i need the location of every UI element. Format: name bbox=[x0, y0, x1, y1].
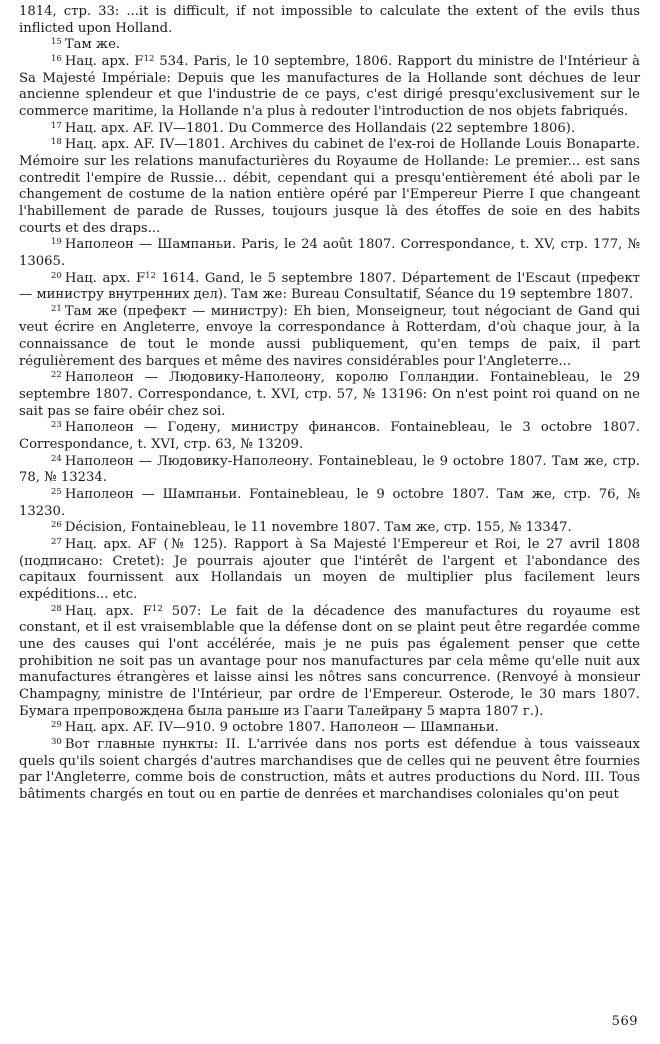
footnote-18: $^{18}$ Нац. арх. AF. IV—1801. Archives du cabinet de l'ex-roi de Hollande Louis Bonaparte. Mémoire sur les relations manufacturières du Royaume de Hollande: Le premier... est sans contredit l'empire de Russie... débit, cependant qui a presqu'entièrement été aboli par le changement de costume de la nation entière opéré par l'Empereur Pierre I que changeant l'habillement de parade de Russes, toujours jusque là des étoffes de soie en des habits courts et des draps... bbox=[19, 137, 640, 236]
footnote-number: 25 bbox=[51, 487, 62, 498]
footnote-25: $^{25}$ Наполеон — Шампаньи. Fontainebleau, le 9 octobre 1807. Там же, стр. 76, № 13230. bbox=[19, 487, 640, 519]
footnote-22: $^{22}$ Наполеон — Людовику-Наполеону, королю Голландии. Fontainebleau, le 29 septembre 1807. Correspondance, t. XVI, стр. 57, № 13196: On n'est point roi quand on ne sait pas se faire obéir chez soi. bbox=[19, 370, 640, 419]
footnote-number: 27 bbox=[51, 537, 62, 547]
footnote-17: $^{17}$ Нац. арх. AF. IV—1801. Du Commerce des Hollandais (22 septembre 1806). bbox=[51, 120, 576, 136]
footnote-29: $^{29}$ Нац. арх. AF. IV—910. 9 octobre 1807. Наполеон — Шампаньи. bbox=[51, 720, 499, 736]
footnote-15: $^{15}$ Там же. bbox=[51, 37, 121, 53]
footnote-21: $^{21}$ Там же (префект — министру): Eh bien, Monseigneur, tout négociant de Gand qui veut écrire en Angleterre, envoye la correspondance à Rotterdam, d'où chaque jour, à la connaissance de tout le monde aussi publiquement, qu'en temps de paix, il part régulièrement des barques et même des navires considérables pour l'Angleterre... bbox=[19, 303, 640, 369]
footnote-number: 30 bbox=[51, 736, 62, 747]
footnote-24: $^{24}$ Наполеон — Людовику-Наполеону. Fontainebleau, le 9 octobre 1807. Там же, стр. 78, № 13234. bbox=[19, 453, 640, 486]
footnote-19: $^{19}$ Наполеон — Шампаньи. Paris, le 24 août 1807. Correspondance, t. XV, стр. 177, № 13065. bbox=[19, 237, 640, 269]
footnote-number: 20 bbox=[51, 270, 62, 281]
footnote-28: $^{28}$ Нац. арх. $F^{12}$ 507: Le fait de la décadence des manufactures du royaume est constant, et il est vraisemblable que la défense dont on se plaint peut être regardée comme une des causes qui l'ont accélérée, mais je ne puis pas également penser que cette prohibition ne soit pas un avantage pour nos manufactures par cela même qu'elle nuit aux manufactures étrangères et laisse ainsi les nôtres sans concurrence. (Renvoyé à monsieur Champagny, ministre de l'Intérieur, par ordre de l'Empereur. Osterode, le 30 mars 1807. Бумага препровождена была раньше из Гааги Талейрану 5 марта 1807 г.). bbox=[19, 603, 640, 719]
footnotes bbox=[19, 4, 640, 804]
footnote-number: 26 bbox=[51, 520, 62, 531]
footnote-number: 21 bbox=[51, 303, 62, 314]
footnote-number: 15 bbox=[51, 37, 62, 48]
footnote-number: 22 bbox=[51, 370, 62, 381]
footnote-16: $^{16}$ Нац. арх. $F^{12}$ 534. Paris, le 10 septembre, 1806. Rapport du ministre de l'Intérieur à Sa Majesté Impériale: Depuis que les manufactures de la Hollande sont déchues de leur ancienne splendeur et que l'industrie de ce pays, c'est dirigé presqu'exclusivement sur le commerce maritime, la Hollande n'a plus à redouter l'introduction de nos objets fabriqués. bbox=[19, 53, 640, 119]
footnote-30: $^{30}$ Вот главные пункты: II. L'arrivée dans nos ports est défendue à tous vaisseaux quels qu'ils soient chargés d'autres marchandises que de celles qui ne peuvent être fournies par l'Angleterre, comme bois de construction, mâts et autres productions du Nord. III. Tous bâtiments chargés en tout ou en partie de denrées et marchandises coloniales qu'on peut bbox=[19, 736, 640, 802]
footnote-number: 29 bbox=[51, 720, 62, 731]
footnote-number: 23 bbox=[51, 420, 62, 431]
footnote-continuation: 1814, стр. 33: ...it is difficult, if not impossible to calculate the extent of the evils thus inflicted upon Holland. bbox=[19, 4, 640, 36]
footnote-number: 24 bbox=[51, 453, 62, 464]
footnote-number: 18 bbox=[51, 137, 62, 148]
footnote-number: 28 bbox=[51, 603, 62, 614]
footnote-26: $^{26}$ Décision, Fontainebleau, le 11 novembre 1807. Там же, стр. 155, № 13347. bbox=[51, 520, 572, 536]
footnote-number: 19 bbox=[51, 237, 62, 248]
footnote-20: $^{20}$ Нац. арх. $F^{12}$ 1614. Gand, le 5 septembre 1807. Département de l'Escaut (префект — министру внутренних дел). Там же: Bureau Consultatif, Séance du 19 septembre 1807. bbox=[19, 270, 640, 303]
footnote-number: 17 bbox=[51, 120, 62, 131]
footnote-27: $^{27}$ Нац. арх. AF (№ 125). Rapport à Sa Majesté l'Empereur et Roi, le 27 avril 1808 (подписано: Cretet): Je pourrais ajouter que l'intérêt de l'argent et l'abondance des capitaux fournissent aux Hollandais un moyen de multiplier plus facilement leurs expéditions... etc. bbox=[19, 537, 640, 602]
footnote-number: 16 bbox=[51, 53, 62, 64]
footnote-23: $^{23}$ Наполеон — Годену, министру финансов. Fontainebleau, le 3 octobre 1807. Correspondance, t. XVI, стр. 63, № 13209. bbox=[19, 420, 640, 453]
page-number: 569 bbox=[611, 1014, 638, 1029]
